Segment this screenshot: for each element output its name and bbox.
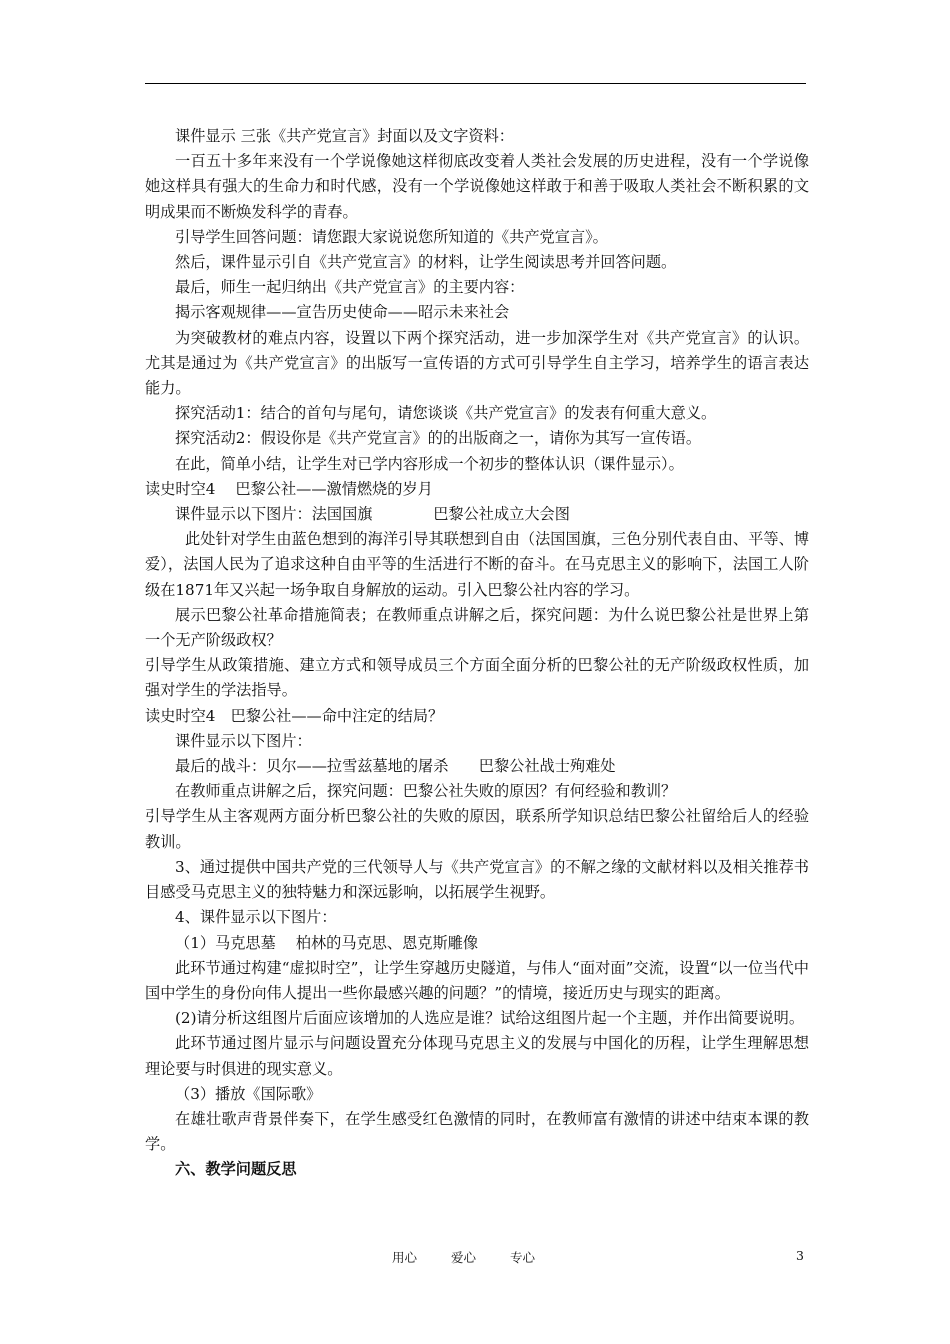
paragraph: 课件显示以下图片：法国国旗 巴黎公社成立大会图	[175, 505, 570, 524]
paragraph: 为突破教材的难点内容，设置以下两个探究活动，进一步加深学生对《共产党宣言》的认识。尤其是通过为《共产党宣言》的出版写一宣传语的方式可引导学生自主学习，培养学生的语言表达能力。	[145, 328, 809, 398]
paragraph: 在教师重点讲解之后，探究问题：巴黎公社失败的原因？有何经验和教训？	[175, 782, 677, 801]
paragraph: 展示巴黎公社革命措施简表；在教师重点讲解之后，探究问题：为什么说巴黎公社是世界上第一个无产阶级政权？	[145, 605, 809, 650]
paragraph: 引导学生从政策措施、建立方式和领导成员三个方面全面分析的巴黎公社的无产阶级政权性质，加强对学生的学法指导。	[145, 656, 809, 700]
paragraph: （1）马克思墓 柏林的马克思、恩克斯雕像	[175, 933, 479, 952]
paragraph: 探究活动1：结合的首句与尾句，请您谈谈《共产党宣言》的发表有何重大意义。	[175, 404, 717, 423]
footer-motto	[392, 1248, 565, 1266]
paragraph: 在此，简单小结，让学生对已学内容形成一个初步的整体认识（课件显示）。	[175, 454, 684, 473]
paragraph: 课件显示以下图片：	[175, 731, 312, 750]
document-body	[145, 124, 809, 1183]
page-number: 3	[796, 1248, 804, 1263]
paragraph: 此处针对学生由蓝色想到的海洋引导其联想到自由（法国国旗，三色分别代表自由、平等、博爱），法国人民为了追求这种自由平等的生活进行不断的奋斗。在马克思主义的影响下，法国工人阶级在1871年又兴起一场争取自身解放的运动。引入巴黎公社内容的学习。	[145, 530, 809, 599]
paragraph: 最后，师生一起归纳出《共产党宣言》的主要内容：	[175, 278, 525, 297]
paragraph: 引导学生回答问题：请您跟大家说说您所知道的《共产党宣言》。	[175, 227, 608, 246]
paragraph: 最后的战斗：贝尔——拉雪兹墓地的屠杀 巴黎公社战士殉难处	[175, 757, 616, 776]
paragraph: 在雄壮歌声背景伴奏下，在学生感受红色激情的同时，在教师富有激情的讲述中结束本课的教学。	[145, 1109, 809, 1154]
paragraph: （3）播放《国际歌》	[175, 1084, 322, 1103]
paragraph: 3、通过提供中国共产党的三代领导人与《共产党宣言》的不解之缘的文献材料以及相关推荐书目感受马克思主义的独特魅力和深远影响，以拓展学生视野。	[145, 857, 809, 902]
paragraph: 课件显示 三张《共产党宣言》封面以及文字资料：	[175, 127, 514, 145]
paragraph: 4、课件显示以下图片：	[175, 908, 337, 927]
paragraph: 一百五十多年来没有一个学说像她这样彻底改变着人类社会发展的历史进程，没有一个学说像她这样具有强大的生命力和时代感，没有一个学说像她这样敢于和善于吸取人类社会不断积累的文明成果而不断焕发科学的青春。	[145, 152, 809, 221]
footer-motto-1: 用心	[392, 1250, 418, 1265]
paragraph: 此环节通过构建“虚拟时空”，让学生穿越历史隧道，与伟人“面对面”交流，设置“以一位当代中国中学生的身份向伟人提出一些你最感兴趣的问题？”的情境，接近历史与现实的距离。	[145, 958, 809, 1002]
paragraph: 读史时空4 巴黎公社——命中注定的结局？	[145, 706, 444, 725]
footer-motto-2: 爱心	[451, 1250, 477, 1265]
paragraph: 引导学生从主客观两方面分析巴黎公社的失败的原因，联系所学知识总结巴黎公社留给后人的经验教训。	[145, 807, 809, 851]
paragraph: 读史时空4 巴黎公社——激情燃烧的岁月	[145, 479, 433, 498]
paragraph: 然后，课件显示引自《共产党宣言》的材料，让学生阅读思考并回答问题。	[175, 253, 677, 272]
paragraph: (2)请分析这组图片后面应该增加的人选应是谁？试给这组图片起一个主题，并作出简要说明。	[175, 1009, 805, 1028]
section-heading: 六、教学问题反思	[175, 1160, 297, 1179]
paragraph: 探究活动2：假设你是《共产党宣言》的的出版商之一，请你为其写一宣传语。	[175, 429, 702, 448]
paragraph: 揭示客观规律——宣告历史使命——昭示未来社会	[175, 303, 510, 322]
paragraph: 此环节通过图片显示与问题设置充分体现马克思主义的发展与中国化的历程，让学生理解思想理论要与时俱进的现实意义。	[145, 1034, 809, 1078]
footer-motto-3: 专心	[510, 1250, 536, 1265]
header-rule	[145, 83, 806, 84]
